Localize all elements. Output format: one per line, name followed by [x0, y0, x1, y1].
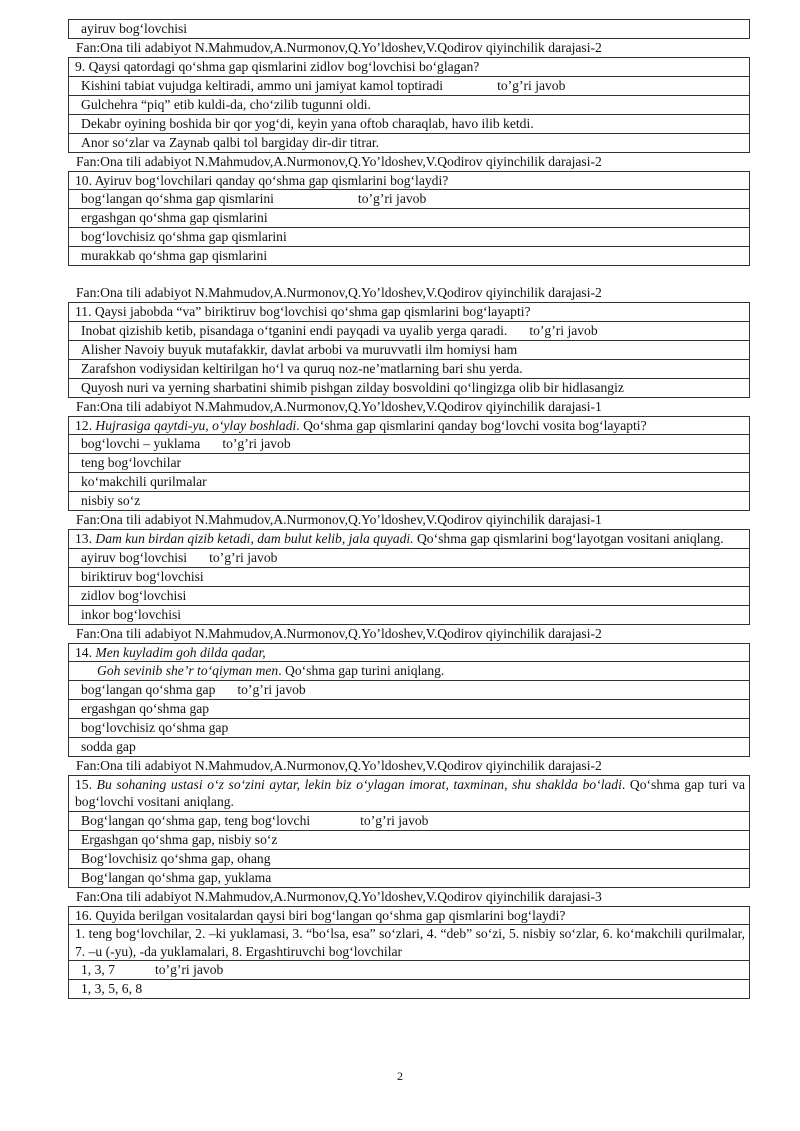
answer-option: bog‘lovchisiz qo‘shma gap — [69, 718, 750, 737]
answer-option: Ergashgan qo‘shma gap, nisbiy so‘z — [69, 830, 750, 849]
answer-option: Bog‘lovchisiz qo‘shma gap, ohang — [69, 849, 750, 868]
document-page — [68, 19, 750, 999]
question-9 — [68, 57, 750, 153]
answer-option: 1, 3, 7 to’g’ri javob — [69, 961, 750, 980]
question-text: 13. Dam kun birdan qizib ketadi, dam bulut kelib, jala quyadi. Qo‘shma gap qismlarini bog‘layotgan vositani aniqlang. — [69, 530, 750, 549]
answer-option: bog‘lovchi – yuklama to’g’ri javob — [69, 435, 750, 454]
correct-answer-mark: to’g’ri javob — [360, 812, 429, 828]
answer-option: bog‘langan qo‘shma gap qismlarini to’g’ri javob — [69, 190, 750, 209]
question-text: 12. Hujrasiga qaytdi-yu, o‘ylay boshladi. Qo‘shma gap qismlarini qanday bog‘lovchi vosita bog‘layapti? — [69, 416, 750, 435]
answer-option: Kishini tabiat vujudga keltiradi, ammo uni jamiyat kamol toptiradi to’g’ri javob — [69, 76, 750, 95]
answer-option: Quyosh nuri va yerning sharbatini shimib pishgan zilday bosvoldini qo‘lingizga olib bir hidlasangiz — [69, 378, 750, 397]
answer-option: biriktiruv bog‘lovchisi — [69, 567, 750, 586]
answer-option: Dekabr oyining boshida bir qor yog‘di, keyin yana oftob charaqlab, havo ilib ketdi. — [69, 114, 750, 133]
answer-option: Inobat qizishib ketib, pisandaga o‘tganini endi payqadi va uyalib yerga qaradi. to’g’ri javob — [69, 321, 750, 340]
question-10 — [68, 171, 750, 267]
correct-answer-mark: to’g’ri javob — [497, 77, 566, 93]
question-13 — [68, 529, 750, 625]
question-12 — [68, 416, 750, 512]
correct-answer-mark: to’g’ri javob — [209, 549, 278, 565]
question-text: 10. Ayiruv bog‘lovchilari qanday qo‘shma gap qismlarini bog‘laydi? — [69, 171, 750, 190]
subject-line: Fan:Ona tili adabiyot N.Mahmudov,A.Nurmonov,Q.Yo’ldoshev,V.Qodirov qiyinchilik darajasi-2 — [76, 625, 602, 641]
answer-option: Alisher Navoiy buyuk mutafakkir, davlat arbobi va muruvvatli ilm homiysi ham — [69, 340, 750, 359]
subject-line: Fan:Ona tili adabiyot N.Mahmudov,A.Nurmonov,Q.Yo’ldoshev,V.Qodirov qiyinchilik darajasi-2 — [76, 153, 602, 169]
correct-answer-mark: to’g’ri javob — [222, 436, 291, 451]
answer-option: inkor bog‘lovchisi — [69, 605, 750, 624]
answer-option: murakkab qo‘shma gap qismlarini — [69, 247, 750, 266]
answer-option: Bog‘langan qo‘shma gap, teng bog‘lovchi to’g’ri javob — [69, 811, 750, 830]
question-text: 16. Quyida berilgan vositalardan qaysi biri bog‘langan qo‘shma gap qismlarini bog‘laydi? — [69, 906, 750, 925]
question-15 — [68, 775, 750, 888]
question-text-line2: Goh sevinib she’r to‘qiyman men. Qo‘shma gap turini aniqlang. — [69, 662, 750, 681]
question-text: 11. Qaysi jabobda “va” biriktiruv bog‘lovchisi qo‘shma gap qismlarini bog‘layapti? — [69, 303, 750, 322]
answer-option: ko‘makchili qurilmalar — [69, 473, 750, 492]
subject-line: Fan:Ona tili adabiyot N.Mahmudov,A.Nurmonov,Q.Yo’ldoshev,V.Qodirov qiyinchilik darajasi-2 — [76, 757, 602, 773]
answer-option: teng bog‘lovchilar — [69, 454, 750, 473]
question-text: 14. Men kuyladim goh dilda qadar, — [69, 643, 750, 662]
answer-option: zidlov bog‘lovchisi — [69, 586, 750, 605]
question-text: 15. Bu sohaning ustasi o‘z so‘zini aytar, lekin biz o‘ylagan imorat, taxminan, shu shaklda bo‘ladi. Qo‘shma gap turi va bog‘lovchi vositani aniqlang. — [69, 775, 750, 811]
answer-option: bog‘lovchisiz qo‘shma gap qismlarini — [69, 228, 750, 247]
answer-option: ayiruv bog‘lovchisi — [69, 20, 750, 39]
question-14 — [68, 643, 750, 757]
options-list: 1. teng bog‘lovchilar, 2. –ki yuklamasi, 3. “bo‘lsa, esa” so‘zlari, 4. “deb” so‘zi, 5. nisbiy so‘zlar, 6. ko‘makchili qurilmalar, 7. –u (-yu), -da yuklamalari, 8. Ergashtiruvchi bog‘lovchilar — [69, 925, 750, 961]
answer-option: Zarafshon vodiysidan keltirilgan ho‘l va quruq noz-ne’matlarning bari shu yerda. — [69, 359, 750, 378]
spacer — [68, 266, 750, 284]
answer-option: 1, 3, 5, 6, 8 — [69, 980, 750, 999]
answer-option: ayiruv bog‘lovchisi to’g’ri javob — [69, 548, 750, 567]
answer-option: sodda gap — [69, 737, 750, 756]
correct-answer-mark: to’g’ri javob — [154, 962, 224, 977]
question-11 — [68, 302, 750, 398]
subject-line: Fan:Ona tili adabiyot N.Mahmudov,A.Nurmonov,Q.Yo’ldoshev,V.Qodirov qiyinchilik darajasi-2 — [76, 40, 602, 55]
answer-option: bog‘langan qo‘shma gap to’g’ri javob — [69, 680, 750, 699]
correct-answer-mark: to’g’ri javob — [529, 322, 598, 338]
question-16 — [68, 906, 750, 1000]
answer-option: ergashgan qo‘shma gap — [69, 699, 750, 718]
correct-answer-mark: to’g’ri javob — [357, 191, 427, 206]
correct-answer-mark: to’g’ri javob — [237, 681, 306, 697]
subject-line: Fan:Ona tili adabiyot N.Mahmudov,A.Nurmonov,Q.Yo’ldoshev,V.Qodirov qiyinchilik darajasi-2 — [76, 285, 602, 300]
answer-option: Bog‘langan qo‘shma gap, yuklama — [69, 868, 750, 887]
subject-line: Fan:Ona tili adabiyot N.Mahmudov,A.Nurmonov,Q.Yo’ldoshev,V.Qodirov qiyinchilik darajasi-1 — [76, 398, 602, 414]
subject-line: Fan:Ona tili adabiyot N.Mahmudov,A.Nurmonov,Q.Yo’ldoshev,V.Qodirov qiyinchilik darajasi-3 — [76, 888, 602, 904]
subject-line: Fan:Ona tili adabiyot N.Mahmudov,A.Nurmonov,Q.Yo’ldoshev,V.Qodirov qiyinchilik darajasi-1 — [76, 512, 602, 527]
answer-option: nisbiy so‘z — [69, 492, 750, 511]
prev-answer-table — [68, 19, 750, 39]
answer-option: Gulchehra “piq” etib kuldi-da, cho‘zilib tugunni oldi. — [69, 95, 750, 114]
page-number: 2 — [397, 1069, 403, 1083]
answer-option: Anor so‘zlar va Zaynab qalbi tol bargiday dir-dir titrar. — [69, 133, 750, 152]
question-text: 9. Qaysi qatordagi qo‘shma gap qismlarini zidlov bog‘lovchisi bo‘glagan? — [69, 58, 750, 77]
answer-option: ergashgan qo‘shma gap qismlarini — [69, 209, 750, 228]
